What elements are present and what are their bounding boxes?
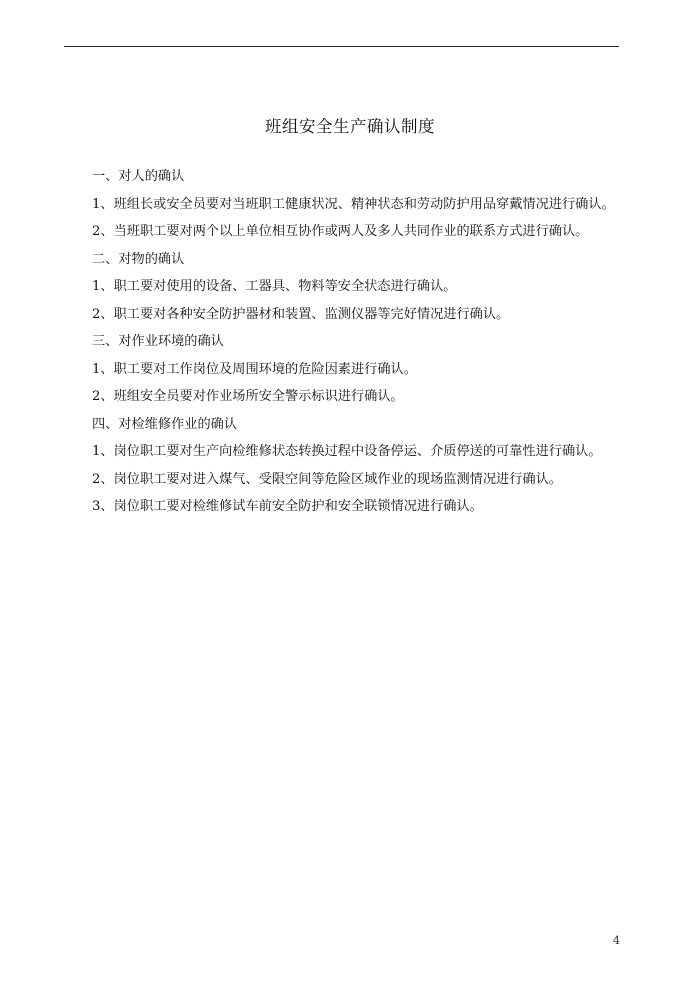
document-title: 班组安全生产确认制度	[265, 117, 435, 136]
section-heading-maintenance: 四、对检维修作业的确认	[92, 416, 238, 432]
paragraph-environment-2: 2、班组安全员要对作业场所安全警示标识进行确认。	[92, 389, 404, 404]
section-heading-environment: 三、对作业环境的确认	[92, 334, 224, 349]
paragraph-maintenance-1: 1、岗位职工要对生产向检维修状态转换过程中设备停运、介质停送的可靠性进行确认。	[92, 444, 602, 459]
paragraph-maintenance-2: 2、岗位职工要对进入煤气、受限空间等危险区域作业的现场监测情况进行确认。	[92, 471, 562, 487]
section-heading-things: 二、对物的确认	[92, 251, 185, 267]
paragraph-people-1: 1、班组长或安全员要对当班职工健康状况、精神状态和劳动防护用品穿戴情况进行确认。	[92, 196, 615, 212]
page-number: 4	[613, 934, 620, 947]
paragraph-environment-1: 1、职工要对工作岗位及周围环境的危险因素进行确认。	[92, 361, 417, 377]
section-heading-people: 一、对人的确认	[92, 169, 185, 184]
header-rule	[64, 46, 619, 47]
paragraph-people-2: 2、当班职工要对两个以上单位相互协作或两人及多人共同作业的联系方式进行确认。	[92, 224, 589, 239]
paragraph-maintenance-3: 3、岗位职工要对检维修试车前安全防护和安全联锁情况进行确认。	[92, 499, 483, 514]
paragraph-things-1: 1、职工要对使用的设备、工器具、物料等安全状态进行确认。	[92, 279, 457, 294]
paragraph-things-2: 2、职工要对各种安全防护器材和装置、监测仪器等完好情况进行确认。	[92, 306, 510, 322]
document-body	[64, 163, 620, 521]
